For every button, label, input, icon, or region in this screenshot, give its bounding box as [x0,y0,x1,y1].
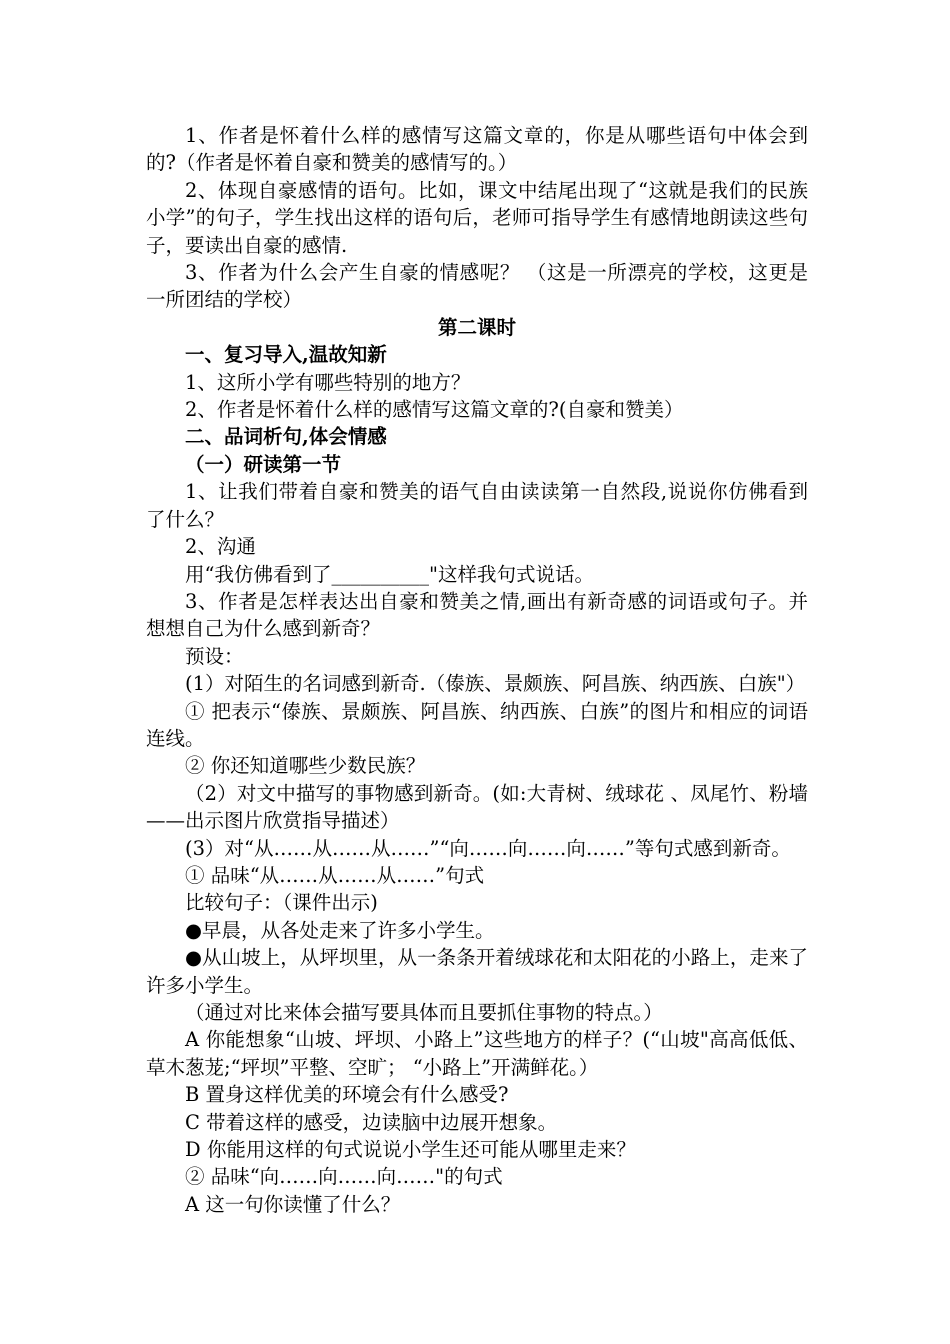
paragraph: 1、这所小学有哪些特别的地方？ [185,370,471,394]
paragraph: (1）对陌生的名词感到新奇.（傣族、景颇族、阿昌族、纳西族、白族"） [185,672,806,696]
paragraph: 2、体现自豪感情的语句。比如，课文中结尾出现了“这就是我们的民族小学”的句子，学生找出这样的语句后，老师可指导学生有感情地朗读这些句子，要读出自豪的感情. [146,178,808,257]
paragraph: 2、沟通 [185,535,256,559]
paragraph: B 置身这样优美的环境会有什么感受? [185,1083,509,1107]
paragraph: ① 把表示“傣族、景颇族、阿昌族、纳西族、白族”的图片和相应的词语连线。 [146,699,808,750]
paragraph: ●早晨，从各处走来了许多小学生。 [185,918,495,942]
subheading: （一）研读第一节 [185,452,342,476]
paragraph: 3、作者是怎样表达出自豪和赞美之情,画出有新奇感的词语或句子。并想想自己为什么感到新奇？ [146,589,808,641]
paragraph: C 带着这样的感受，边读脑中边展开想象。 [185,1110,558,1134]
paragraph: 1、让我们带着自豪和赞美的语气自由读读第一自然段,说说你仿佛看到了什么？ [146,480,808,531]
subheading: 一、复习导入,温故知新 [185,343,387,367]
paragraph: ② 品味“向……向……向……"的句式 [185,1165,503,1189]
paragraph: D 你能用这样的句式说说小学生还可能从哪里走来？ [185,1138,636,1162]
paragraph: （通过对比来体会描写要具体而且要抓住事物的特点。） [185,1001,663,1024]
paragraph: A 你能想象“山坡、坪坝、小路上”这些地方的样子？(“山坡"高高低低、草木葱茏;“坪坝”平整、空旷； “小路上”开满鲜花。） [146,1028,808,1079]
paragraph: 2、作者是怀着什么样的感情写这篇文章的?(自豪和赞美） [185,398,684,422]
paragraph: 预设： [185,644,244,668]
paragraph: （2）对文中描写的事物感到新奇。(如:大青树、绒球花 、凤尾竹、粉墙——出示图片欣赏指导描述） [146,781,808,833]
paragraph: ① 品味“从……从……从……”句式 [185,863,485,887]
paragraph: ② 你还知道哪些少数民族？ [185,754,426,778]
paragraph: (3）对“从……从……从……”“向……向……向……”等句式感到新奇。 [185,836,791,860]
paragraph: A 这一句你读懂了什么？ [185,1192,401,1216]
paragraph: 比较句子：（课件出示) [185,891,378,915]
paragraph: 3、作者为什么会产生自豪的情感呢？ （这是一所漂亮的学校，这更是一所团结的学校） [146,261,808,312]
paragraph: 1、作者是怀着什么样的感情写这篇文章的，你是从哪些语句中体会到的?（作者是怀着自豪和赞美的感情写的。） [146,124,808,175]
document-body [146,122,808,1218]
section-heading: 第二课时 [437,315,516,339]
paragraph: 用“我仿佛看到了__________"这样我句式说话。 [185,562,594,586]
subheading: 二、品词析句,体会情感 [185,425,387,449]
paragraph: ●从山坡上，从坪坝里，从一条条开着绒球花和太阳花的小路上，走来了许多小学生。 [146,946,808,997]
